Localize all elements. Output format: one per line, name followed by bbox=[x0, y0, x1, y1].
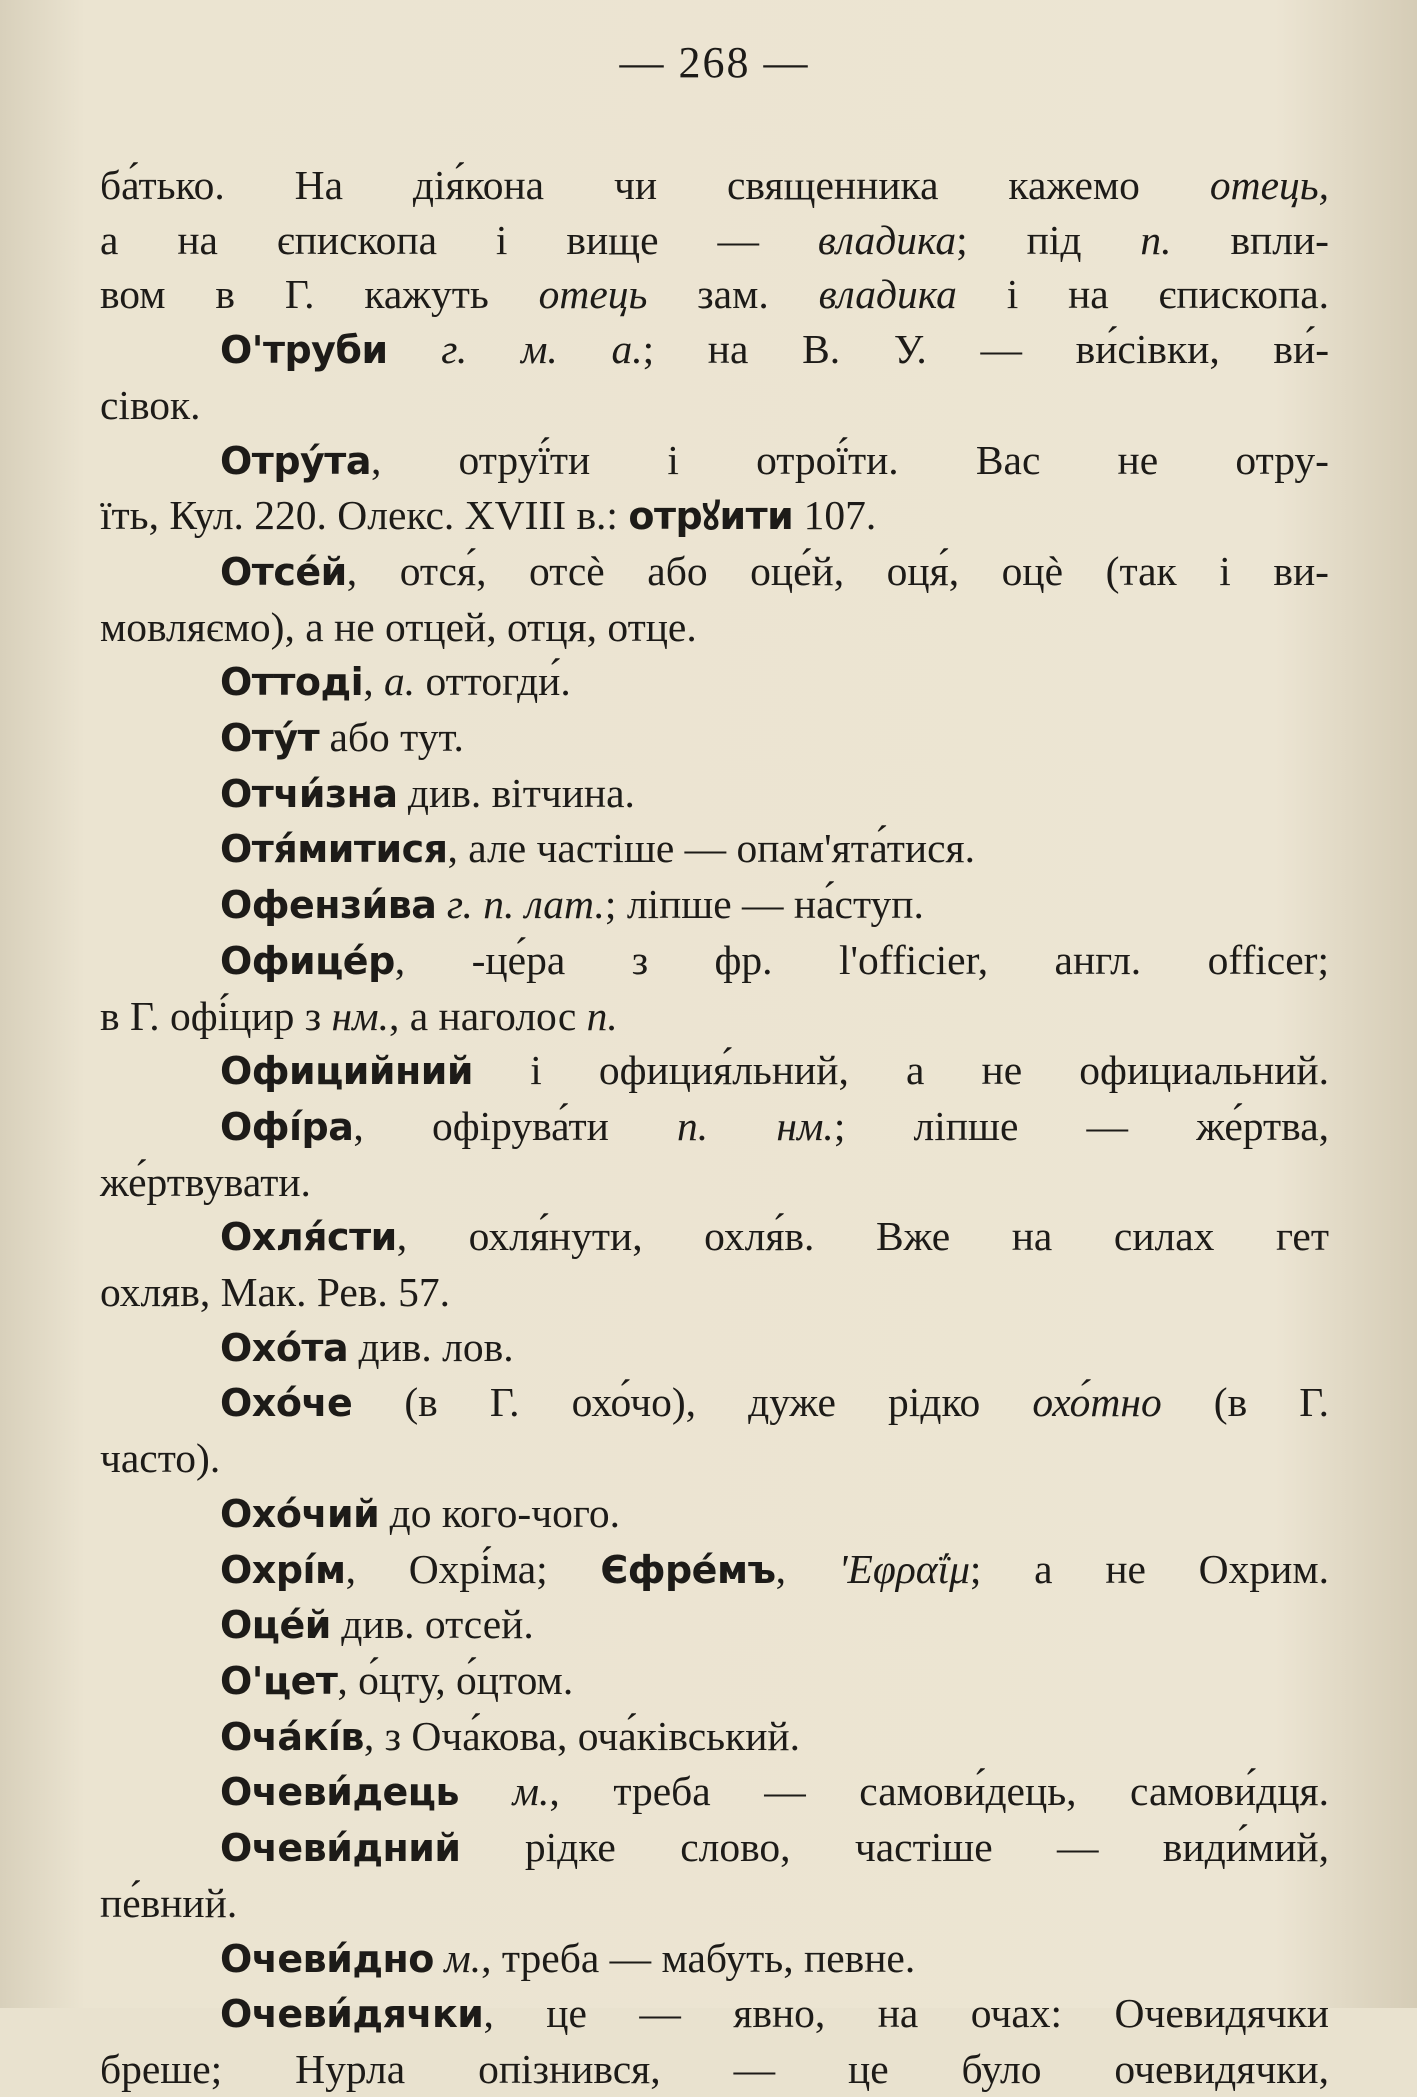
headword: отрꙋити bbox=[628, 494, 794, 539]
italic-term: владика bbox=[818, 271, 957, 318]
text-segment: , треба — мабуть, певне. bbox=[481, 1934, 916, 1981]
italic-term: м. bbox=[512, 1768, 550, 1815]
text-segment: а на єпископа і вище — bbox=[100, 216, 818, 263]
headword: Отчи́зна bbox=[220, 771, 398, 816]
text-segment: , отруї́ти і отрої́ти. Вас не отру- bbox=[370, 436, 1329, 483]
text-segment: , bbox=[775, 1545, 839, 1592]
text-line bbox=[100, 1320, 1329, 1376]
text-line bbox=[100, 710, 1329, 766]
headword: Отру́та bbox=[220, 438, 371, 483]
text-line bbox=[100, 1820, 1329, 1876]
text-segment: , отся́, отсѐ або оце́й, оця́, оцѐ (так і ви- bbox=[346, 547, 1329, 594]
text-line bbox=[100, 488, 1329, 544]
text-segment: ; ліпше — же́ртва, bbox=[833, 1102, 1329, 1149]
italic-term: п. нм. bbox=[677, 1102, 834, 1149]
text-segment: мовляємо), а не отцей, отця, отце. bbox=[100, 603, 697, 650]
text-line bbox=[100, 2042, 1329, 2097]
text-segment: рідке слово, частіше — види́мий, bbox=[460, 1824, 1329, 1871]
italic-term: охо́тно bbox=[1032, 1379, 1162, 1426]
text-line bbox=[100, 600, 1329, 655]
text-segment: зам. bbox=[647, 271, 819, 318]
text-segment: , -це́ра з фр. l'officier, англ. officer; bbox=[394, 936, 1329, 983]
text-segment: , але частіше — опам'ята́тися. bbox=[447, 825, 975, 872]
text-segment: сівок. bbox=[100, 381, 201, 428]
text-segment: див. вітчина. bbox=[397, 769, 635, 816]
text-segment: їть, Кул. 220. Олекс. XVIII в.: bbox=[100, 492, 629, 539]
text-segment: оттогди́. bbox=[415, 658, 571, 705]
headword: Оча́кі́в bbox=[220, 1714, 364, 1759]
text-segment bbox=[434, 1935, 444, 1981]
headword: Офице́р bbox=[220, 938, 395, 983]
text-segment: (в Г. охо́чо), дуже рідко bbox=[352, 1379, 1033, 1426]
headword: Оту́т bbox=[220, 716, 320, 761]
text-line bbox=[100, 1764, 1329, 1820]
text-segment: , з Оча́кова, оча́ківський. bbox=[363, 1712, 801, 1759]
text-segment: 107. bbox=[793, 492, 877, 539]
headword: Охо́чий bbox=[220, 1491, 380, 1536]
text-line bbox=[100, 267, 1329, 322]
headword: Оце́й bbox=[220, 1603, 331, 1648]
dictionary-text bbox=[100, 158, 1329, 2097]
italic-term: владика bbox=[817, 216, 957, 263]
text-line bbox=[100, 1709, 1329, 1765]
text-line bbox=[100, 1542, 1329, 1598]
headword: О'цет bbox=[220, 1658, 338, 1703]
headword: Очеви́дячки bbox=[220, 1992, 484, 2037]
text-line bbox=[100, 1209, 1329, 1265]
text-segment: ; під bbox=[956, 216, 1141, 263]
text-segment: часто). bbox=[100, 1435, 221, 1482]
text-segment: же́ртвувати. bbox=[100, 1158, 311, 1205]
headword: Охо́че bbox=[220, 1381, 353, 1426]
text-line bbox=[100, 989, 1329, 1044]
text-segment bbox=[388, 326, 442, 372]
italic-term: г. п. лат. bbox=[446, 881, 605, 928]
text-line bbox=[100, 213, 1329, 268]
text-segment: пе́вний. bbox=[100, 1879, 238, 1926]
text-line bbox=[100, 1431, 1329, 1486]
text-segment: до кого-чого. bbox=[379, 1489, 620, 1536]
text-line bbox=[100, 1265, 1329, 1320]
text-segment: , а наголос bbox=[388, 992, 587, 1039]
text-line bbox=[100, 877, 1329, 933]
text-segment: бреше; Нурла опізнився, — це було очевидячки, bbox=[100, 2045, 1329, 2092]
text-segment: ба́тько. На дія́кона чи священника кажемо bbox=[100, 162, 1210, 208]
headword: Офензи́ва bbox=[220, 883, 437, 928]
page-number: — 268 — bbox=[619, 38, 810, 87]
headword: Очеви́дець bbox=[220, 1770, 459, 1815]
text-segment: або тут. bbox=[319, 714, 464, 761]
text-segment bbox=[436, 881, 446, 927]
text-segment: , треба — самови́дець, самови́дця. bbox=[549, 1768, 1329, 1815]
text-segment: вом в Г. кажуть bbox=[100, 271, 539, 318]
text-segment: впли- bbox=[1171, 216, 1330, 263]
text-line bbox=[100, 322, 1329, 378]
italic-term: а. bbox=[383, 658, 416, 705]
headword: Отсе́й bbox=[220, 549, 347, 594]
text-segment: див. отсей. bbox=[330, 1601, 534, 1648]
headword: Охля́сти bbox=[220, 1215, 397, 1260]
headword: О'труби bbox=[220, 328, 388, 373]
text-segment bbox=[459, 1768, 513, 1814]
text-line bbox=[100, 766, 1329, 822]
headword: Официйний bbox=[220, 1049, 474, 1094]
text-line bbox=[100, 433, 1329, 489]
text-line bbox=[100, 1486, 1329, 1542]
italic-term: п. bbox=[1140, 216, 1172, 263]
headword: Оттоді bbox=[220, 660, 364, 705]
text-line bbox=[100, 1155, 1329, 1210]
text-segment: ; на В. У. — ви́сівки, ви́- bbox=[642, 326, 1330, 373]
text-segment: , bbox=[363, 658, 384, 705]
text-line bbox=[100, 1375, 1329, 1431]
text-segment: охляв, Мак. Рев. 57. bbox=[100, 1269, 451, 1316]
italic-term: отець, bbox=[1209, 162, 1329, 208]
text-line bbox=[100, 1043, 1329, 1099]
text-segment: і официя́льний, а не официальний. bbox=[473, 1047, 1329, 1094]
text-segment: див. лов. bbox=[348, 1323, 514, 1370]
text-line bbox=[100, 1099, 1329, 1155]
text-line bbox=[100, 158, 1329, 213]
headword: Отя́митися bbox=[220, 827, 448, 872]
text-line bbox=[100, 1931, 1329, 1987]
headword: Охо́та bbox=[220, 1325, 349, 1370]
text-segment: ; а не Охрим. bbox=[969, 1545, 1329, 1592]
text-line bbox=[100, 378, 1329, 433]
italic-term: г. м. а. bbox=[441, 326, 643, 373]
text-segment: в Г. офі́цир з bbox=[100, 992, 332, 1039]
headword: Очеви́дний bbox=[220, 1826, 461, 1871]
headword: Охрі́м bbox=[220, 1547, 346, 1592]
text-line bbox=[100, 1653, 1329, 1709]
text-line bbox=[100, 821, 1329, 877]
text-segment: , Охрі́ма; bbox=[345, 1545, 601, 1592]
text-segment: (в Г. bbox=[1161, 1379, 1329, 1426]
text-segment: , офірува́ти bbox=[353, 1102, 678, 1149]
text-segment: , о́цту, о́цтом. bbox=[337, 1656, 574, 1703]
text-line bbox=[100, 1986, 1329, 2042]
text-line bbox=[100, 1876, 1329, 1931]
headword: Очеви́дно bbox=[220, 1936, 434, 1981]
headword: Офі́ра bbox=[220, 1104, 354, 1149]
text-segment: ; ліпше — на́ступ. bbox=[604, 881, 924, 928]
text-segment: і на єпископа. bbox=[956, 271, 1330, 318]
italic-term: нм. bbox=[331, 992, 389, 1039]
text-line bbox=[100, 1597, 1329, 1653]
italic-term: отець bbox=[538, 271, 648, 318]
text-line bbox=[100, 654, 1329, 710]
italic-term: м. bbox=[444, 1934, 482, 1981]
text-line bbox=[100, 544, 1329, 600]
headword: Єфре́мъ bbox=[600, 1547, 776, 1592]
italic-term: п. bbox=[586, 992, 618, 1039]
text-segment: , це — явно, на очах: Очевидячки bbox=[483, 1990, 1329, 2037]
text-segment: , охля́нути, охля́в. Вже на силах гет bbox=[396, 1213, 1329, 1260]
text-line bbox=[100, 933, 1329, 989]
italic-term: 'Εφραΐμ bbox=[838, 1545, 970, 1592]
